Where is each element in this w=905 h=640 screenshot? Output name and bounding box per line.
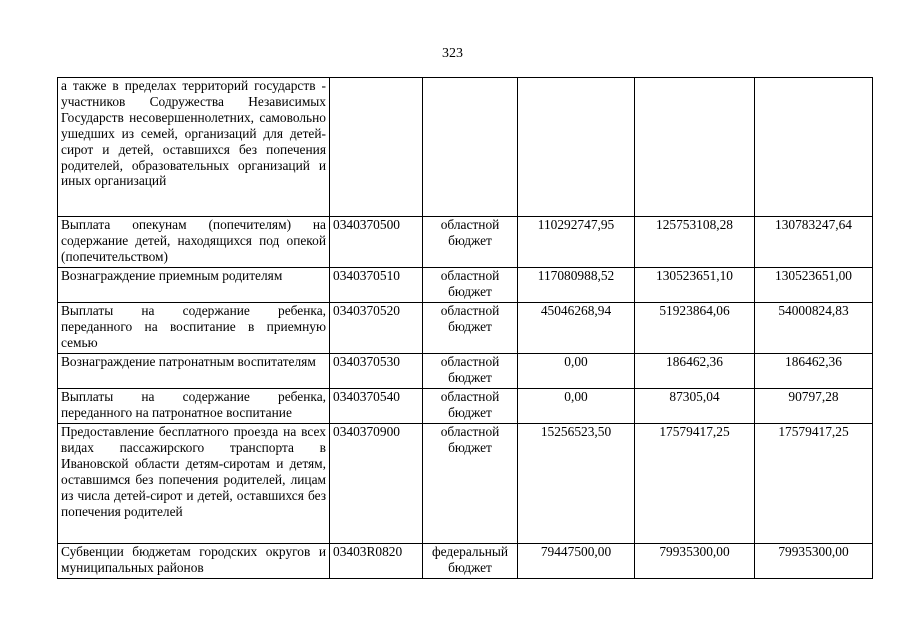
row-value-1: 110292747,95 <box>537 217 615 232</box>
row-value-1-cell <box>518 354 635 389</box>
row-value-1: 117080988,52 <box>537 268 615 283</box>
row-code-cell <box>330 303 423 354</box>
row-code: 0340370530 <box>333 354 400 369</box>
row-source-cell <box>423 217 518 268</box>
row-name: а также в пределах территорий государств - участников Содружества Независимых Государств несовершеннолетних, самовольно ушедших из семей, организаций для детей-сирот и детей, оставшихся без попечения родителей, образовательных организаций и иных организаций <box>61 78 326 189</box>
row-name-cell <box>58 217 330 268</box>
row-value-1-cell <box>518 217 635 268</box>
table-row <box>58 544 873 579</box>
row-code: 0340370900 <box>333 424 400 439</box>
row-name-cell <box>58 303 330 354</box>
row-value-1: 45046268,94 <box>540 303 612 318</box>
row-value-2: 17579417,25 <box>659 424 730 439</box>
row-source-cell <box>423 354 518 389</box>
row-name-cell <box>58 544 330 579</box>
row-value-3: 90797,28 <box>788 389 839 404</box>
row-name: Выплаты на содержание ребенка, переданного на воспитание в приемную семью <box>61 303 326 350</box>
row-name-cell <box>58 354 330 389</box>
row-value-2-cell <box>635 424 755 544</box>
row-code: 0340370520 <box>333 303 400 318</box>
table-row <box>58 354 873 389</box>
row-value-1: 0,00 <box>564 354 588 369</box>
row-source: областной бюджет <box>440 217 500 248</box>
row-code-cell <box>330 544 423 579</box>
row-value-2: 51923864,06 <box>659 303 730 318</box>
row-code-cell <box>330 389 423 424</box>
row-value-2-cell <box>635 268 755 303</box>
row-value-3-cell <box>755 424 873 544</box>
row-value-1-cell <box>518 424 635 544</box>
row-source: областной бюджет <box>440 389 500 420</box>
table-row <box>58 217 873 268</box>
row-value-3: 79935300,00 <box>778 544 849 559</box>
row-source-cell <box>423 303 518 354</box>
row-name: Предоставление бесплатного проезда на всех видах пассажирского транспорта в Ивановской области детям-сиротам и детям, оставшимся без попечения родителей, лицам из числа детей-сирот и детей, оставшихся без попечения родителей <box>61 424 326 519</box>
row-value-2-cell <box>635 303 755 354</box>
row-value-1-cell <box>518 268 635 303</box>
row-value-3: 186462,36 <box>785 354 842 369</box>
row-name-cell <box>58 78 330 217</box>
row-name: Выплаты на содержание ребенка, переданного на патронатное воспитание <box>61 389 326 420</box>
row-value-3-cell <box>755 303 873 354</box>
table-row <box>58 268 873 303</box>
row-value-2-cell <box>635 544 755 579</box>
row-value-1-cell <box>518 544 635 579</box>
row-value-2: 87305,04 <box>669 389 720 404</box>
row-code-cell <box>330 424 423 544</box>
row-value-2: 125753108,28 <box>656 217 733 232</box>
row-value-3: 130783247,64 <box>775 217 852 232</box>
row-code-cell <box>330 217 423 268</box>
row-code: 0340370510 <box>333 268 400 283</box>
row-value-2-cell <box>635 78 755 217</box>
row-value-1-cell <box>518 389 635 424</box>
table-row <box>58 303 873 354</box>
row-code-cell <box>330 354 423 389</box>
row-value-3-cell <box>755 389 873 424</box>
row-source-cell <box>423 544 518 579</box>
row-value-3: 54000824,83 <box>778 303 849 318</box>
row-name: Выплата опекунам (попечителям) на содержание детей, находящихся под опекой (попечительством) <box>61 217 326 264</box>
row-code-cell <box>330 268 423 303</box>
row-value-3-cell <box>755 354 873 389</box>
row-value-2-cell <box>635 389 755 424</box>
row-source-cell <box>423 424 518 544</box>
row-value-3: 17579417,25 <box>778 424 849 439</box>
row-value-2-cell <box>635 354 755 389</box>
row-name: Вознаграждение приемным родителям <box>61 268 283 283</box>
row-source: областной бюджет <box>440 303 500 334</box>
row-code: 0340370500 <box>333 217 400 232</box>
row-name-cell <box>58 268 330 303</box>
row-source-cell <box>423 268 518 303</box>
row-value-2-cell <box>635 217 755 268</box>
row-source: федеральный бюджет <box>431 544 509 575</box>
row-value-1-cell <box>518 78 635 217</box>
row-value-3-cell <box>755 78 873 217</box>
table-row <box>58 424 873 544</box>
row-source-cell <box>423 78 518 217</box>
row-value-1-cell <box>518 303 635 354</box>
row-value-3: 130523651,00 <box>775 268 852 283</box>
row-value-2: 186462,36 <box>666 354 723 369</box>
row-value-3-cell <box>755 217 873 268</box>
row-value-1: 15256523,50 <box>540 424 612 439</box>
page-number: 323 <box>442 46 463 61</box>
row-name-cell <box>58 389 330 424</box>
row-value-1: 79447500,00 <box>540 544 612 559</box>
table-row <box>58 389 873 424</box>
row-value-1: 0,00 <box>564 389 588 404</box>
row-value-2: 130523651,10 <box>656 268 733 283</box>
budget-table <box>57 77 873 579</box>
row-code: 03403R0820 <box>333 544 403 559</box>
row-source: областной бюджет <box>440 424 500 455</box>
row-value-3-cell <box>755 268 873 303</box>
row-source: областной бюджет <box>440 354 500 385</box>
row-source-cell <box>423 389 518 424</box>
row-name-cell <box>58 424 330 544</box>
table-row <box>58 78 873 217</box>
row-value-3-cell <box>755 544 873 579</box>
row-value-2: 79935300,00 <box>659 544 730 559</box>
row-code: 0340370540 <box>333 389 400 404</box>
row-code-cell <box>330 78 423 217</box>
row-name: Субвенции бюджетам городских округов и муниципальных районов <box>61 544 326 575</box>
row-source: областной бюджет <box>440 268 500 299</box>
row-name: Вознаграждение патронатным воспитателям <box>61 354 316 369</box>
